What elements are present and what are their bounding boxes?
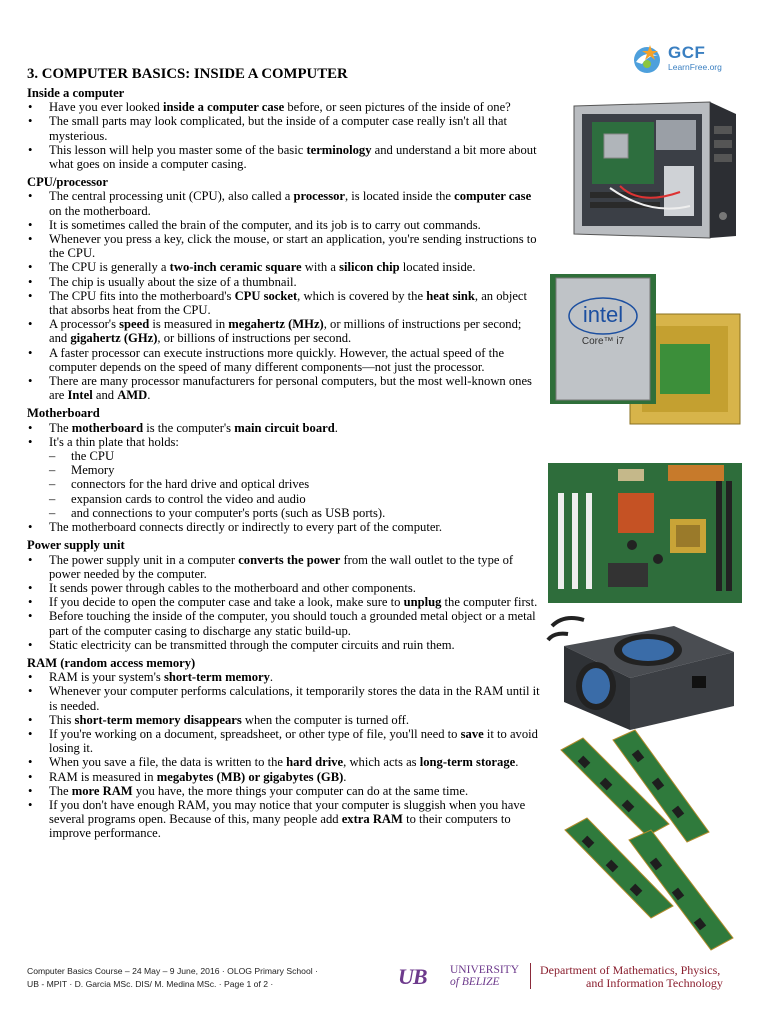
text-run: to their computers to improve performance. [49, 812, 511, 841]
bold-term: short-term memory disappears [74, 712, 242, 727]
bold-term: computer case [454, 189, 532, 204]
text-run: . [334, 420, 338, 435]
bullet-item [27, 553, 542, 581]
bold-term: two-inch ceramic square [169, 260, 302, 275]
text-run: RAM is measured in [49, 769, 157, 784]
bullet-item [27, 143, 542, 171]
bullet-item [27, 374, 542, 402]
section-heading: RAM (random access memory) [27, 655, 196, 670]
section [27, 86, 542, 171]
bold-term: AMD [117, 388, 148, 403]
section [27, 538, 542, 652]
bullet-item [27, 189, 542, 217]
bullet-item [27, 638, 542, 652]
text-run: Have you ever looked [49, 100, 164, 115]
text-run: The small parts may look complicated, but the inside of a computer case really isn't all that mysterious. [49, 114, 507, 143]
bold-term: megahertz (MHz) [228, 317, 324, 332]
ub-logo [398, 962, 528, 994]
sub-item: – Memory [27, 463, 542, 477]
bullet-item [27, 289, 542, 317]
bold-term: heat sink [426, 288, 475, 303]
text-run: It sends power through cables to the motherboard and other components. [49, 580, 416, 595]
text-run: The CPU fits into the motherboard's [49, 288, 235, 303]
bullet-item [27, 755, 542, 769]
ub-logo-line-2: of BELIZE [450, 976, 500, 988]
bold-term: short-term memory [163, 670, 270, 685]
bullet-item [27, 595, 542, 609]
section [27, 175, 542, 402]
text-run: is measured in [149, 317, 229, 332]
text-run: , which acts as [343, 755, 420, 770]
bullet-item [27, 435, 542, 449]
text-run: The power supply unit in a computer [49, 552, 239, 567]
bullet-item [27, 713, 542, 727]
text-run: from the wall outlet to the type of power needed by the computer. [49, 552, 514, 581]
text-run: Static electricity can be transmitted through the computer circuits and ruin them. [49, 637, 455, 652]
text-run: . [147, 388, 151, 403]
document-body [27, 86, 542, 845]
bullet-item [27, 520, 542, 534]
text-run: If you decide to open the computer case and take a look, make sure to [49, 595, 404, 610]
section [27, 406, 542, 534]
ram-image [553, 728, 739, 956]
footer-line-2: UB - MPIT · D. Garcia MSc. DIS/ M. Medina MSc. · Page 1 of 2 · [27, 979, 274, 989]
bold-term: converts the power [238, 552, 341, 567]
footer-line-1: Computer Basics Course – 24 May – 9 June, 2016 · OLOG Primary School · [27, 966, 318, 976]
bullet-item [27, 727, 542, 755]
ub-logo-line-1: UNIVERSITY [450, 964, 519, 976]
text-run: If you don't have enough RAM, you may notice that your computer is sluggish when you have several programs open. Because of this, many people add [49, 797, 526, 827]
gcf-logo-subtext: LearnFree.org [668, 62, 722, 72]
footer [27, 965, 387, 991]
bold-term: CPU socket [234, 288, 298, 303]
text-run: If you're working on a document, spreadsheet, or other type of file, you'll need to [49, 726, 461, 741]
bold-term: save [460, 726, 484, 741]
bullet-item [27, 346, 542, 374]
text-run: , or millions of instructions per second; and [49, 317, 522, 346]
text-run: . [515, 755, 519, 770]
bold-term: gigahertz (GHz) [70, 331, 158, 346]
ub-logo-mark: UB [398, 964, 427, 989]
bullet-item [27, 232, 542, 260]
bullet-item [27, 317, 542, 345]
cpu-image [550, 274, 742, 460]
sub-item: – expansion cards to control the video and audio [27, 492, 542, 506]
department-line-1: Department of Mathematics, Physics, [540, 963, 721, 977]
text-run: . [269, 670, 274, 685]
section-heading: Power supply unit [27, 538, 125, 553]
text-run: . [343, 769, 347, 784]
text-run: This lesson will help you master some of the basic [49, 142, 307, 157]
text-run: It is sometimes called the brain of the computer, and its job is to carry out commands. [49, 217, 481, 232]
bold-term: main circuit board [234, 420, 335, 435]
text-run: it to avoid losing it. [49, 726, 538, 756]
text-run: before, or seen pictures of the inside of one? [284, 100, 511, 115]
computer-case-image [560, 96, 750, 244]
bold-term: inside a computer case [163, 100, 285, 115]
cpu-model: Core™ i7 [581, 336, 625, 347]
gcf-swirl-icon [630, 42, 664, 76]
text-run: , an object that absorbs heat from the CPU. [49, 288, 527, 318]
gcf-logo-text: GCF [668, 43, 706, 62]
text-run: on the motherboard. [49, 203, 151, 218]
text-run: , or billions of instructions per second. [157, 331, 352, 346]
bullet-item [27, 581, 542, 595]
text-run: The motherboard connects directly or indirectly to every part of the computer. [49, 520, 443, 535]
bullet-item [27, 218, 542, 232]
bold-term: unplug [403, 595, 442, 610]
bold-term: motherboard [71, 420, 144, 435]
text-run: The CPU is generally a [49, 260, 170, 275]
bullet-item [27, 670, 542, 684]
bullet-item [27, 421, 542, 435]
section [27, 656, 542, 841]
bullet-item [27, 770, 542, 784]
power-supply-image [544, 606, 742, 732]
section-heading: Inside a computer [27, 86, 125, 100]
text-run: , is located inside the [344, 189, 455, 204]
department-line-2: and Information Technology [586, 976, 723, 990]
text-run: you have, the more things your computer can do at the same time. [132, 783, 469, 798]
bold-term: speed [119, 317, 150, 332]
text-run: Whenever you press a key, click the mouse, or start an application, you're sending instructions to the CPU. [49, 232, 537, 261]
text-run: There are many processor manufacturers for personal computers, but the most well-known ones are [49, 374, 532, 403]
text-run: The [49, 420, 72, 435]
text-run: Before touching the inside of the computer, you should touch a grounded metal object or a metal part of the computer casing to discharge any static build-up. [49, 609, 536, 638]
sub-item: – connectors for the hard drive and optical drives [27, 477, 542, 491]
bullet-item [27, 275, 542, 289]
bullet-item [27, 114, 542, 142]
text-run: the computer first. [441, 595, 538, 610]
text-run: and [92, 388, 118, 403]
section-heading: CPU/processor [27, 175, 108, 190]
text-run: This [49, 712, 75, 727]
department-name [540, 964, 740, 990]
text-run: and understand a bit more about what goes on inside a computer casing. [49, 142, 537, 172]
bullet-item [27, 784, 542, 798]
text-run: with a [301, 260, 340, 275]
bold-term: more RAM [71, 783, 133, 798]
text-run: When you save a file, the data is written to the [49, 755, 287, 770]
page-title: 3. COMPUTER BASICS: INSIDE A COMPUTER [27, 66, 348, 82]
text-run: RAM is your system's [49, 670, 164, 685]
text-run: located inside. [399, 260, 476, 275]
bold-term: megabytes (MB) or gigabytes (GB) [156, 769, 344, 784]
text-run: A faster processor can execute instructions more quickly. However, the actual speed of the computer depends on the speed of many different components—not just the processor. [49, 345, 505, 374]
bold-term: processor [293, 189, 345, 204]
sub-item: – and connections to your computer's ports (such as USB ports). [27, 506, 542, 520]
bold-term: long-term storage [419, 755, 516, 770]
bold-term: terminology [306, 142, 372, 157]
text-run: is the computer's [143, 420, 235, 435]
text-run: , which is covered by the [297, 288, 427, 303]
bullet-item [27, 798, 542, 841]
text-run: The central processing unit (CPU), also called a [49, 189, 294, 204]
text-run: A processor's [49, 317, 120, 332]
bold-term: extra RAM [341, 812, 403, 827]
cpu-brand: intel [582, 302, 624, 327]
bullet-item [27, 260, 542, 274]
sub-item: – the CPU [27, 449, 542, 463]
motherboard-image [548, 463, 742, 603]
text-run: The chip is usually about the size of a thumbnail. [49, 274, 297, 289]
text-run: It's a thin plate that holds: [49, 434, 179, 449]
bold-term: silicon chip [339, 260, 400, 275]
text-run: The [49, 783, 72, 798]
gcf-logo [630, 40, 750, 80]
section-heading: Motherboard [27, 406, 100, 421]
text-run: when the computer is turned off. [241, 712, 410, 727]
text-run: Whenever your computer performs calculations, it temporarily stores the data in the RAM until it is needed. [49, 684, 540, 713]
bold-term: hard drive [286, 755, 344, 770]
bold-term: Intel [67, 388, 93, 403]
bullet-item [27, 609, 542, 637]
bullet-item [27, 684, 542, 712]
bullet-item [27, 100, 542, 114]
footer-divider [530, 963, 531, 989]
